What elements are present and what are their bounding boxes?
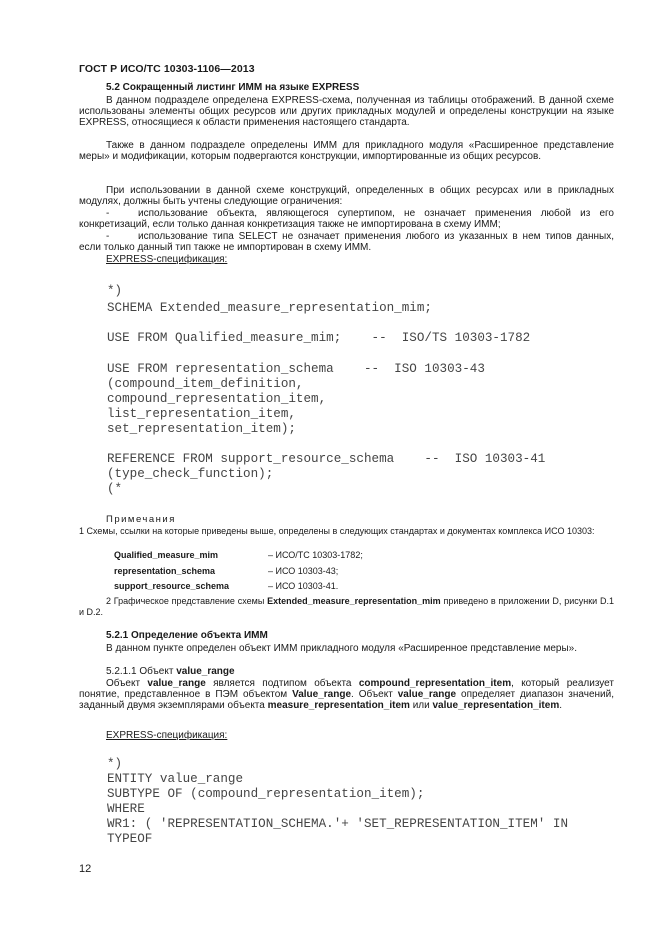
page-number: 12 — [79, 863, 92, 875]
code-line: (type_check_function); — [107, 467, 274, 481]
code-line: REFERENCE FROM support_resource_schema -- ISO 10303-41 — [107, 452, 546, 466]
subsection-title-5-2-1-1: 5.2.1.1 Объект value_range — [106, 666, 235, 677]
bullet-item-supertype: использование объекта, являющегося супертипом, не означает применения любой из его конкретизаций, если только данная конкретизация также не импортирована в схему ИММ; — [79, 208, 614, 231]
ref-schema-name: representation_schema — [114, 566, 216, 576]
code-line: (compound_item_definition, — [107, 377, 304, 391]
code-line: set_representation_item); — [107, 422, 296, 436]
paragraph-mim: Также в данном подразделе определены ИММ для прикладного модуля «Расширенное представление меры» и модификации, которым подвергаются конструкции, импортированные из общих ресурсов. — [79, 140, 614, 163]
code-line: USE FROM Qualified_measure_mim; -- ISO/TS 10303-1782 — [107, 331, 531, 345]
ref-schema-name: support_resource_schema — [114, 581, 230, 591]
code-line: TYPEOF — [107, 832, 153, 846]
section-title-5-2-1: 5.2.1 Определение объекта ИММ — [106, 630, 268, 641]
standard-header: ГОСТ Р ИСО/ТС 10303-1106—2013 — [79, 63, 255, 75]
bullet-mark-1: - — [106, 208, 110, 219]
code-line: *) — [107, 284, 123, 298]
express-spec-label-2: EXPRESS-спецификация: — [106, 730, 228, 741]
paragraph-value-range: Объект value_range является подтипом объекта compound_representation_item, который реализует понятие, представленное в ПЭМ объектом Value_range. Объект value_range определяет диапазон значений, заданный двумя экземплярами объекта measure_representation_item или value_representation_item. — [79, 678, 614, 712]
section-title-5-2: 5.2 Сокращенный листинг ИММ на языке EXPRESS — [106, 82, 360, 93]
code-line: USE FROM representation_schema -- ISO 10303-43 — [107, 362, 485, 376]
ref-standard: – ИСО/ТС 10303-1782; — [268, 550, 363, 560]
express-spec-label-1: EXPRESS-спецификация: — [106, 254, 228, 265]
bullet-item-select: использование типа SELECT не означает применения любого из указанных в нем типов данных, если только данный тип также не импортирован в схему ИММ. — [79, 231, 614, 254]
note-1: 1 Схемы, ссылки на которые приведены выше, определены в следующих стандартах и документах комплекса ИСО 10303: — [79, 526, 595, 536]
code-line: ENTITY value_range — [107, 772, 244, 786]
code-line: *) — [107, 757, 123, 771]
ref-standard: – ИСО 10303-41. — [268, 581, 339, 591]
code-line: (* — [107, 482, 123, 496]
note-2: 2 Графическое представление схемы Extended_measure_representation_mim приведено в приложении D, рисунки D.1 и D.2. — [79, 596, 614, 617]
bullet-mark-2: - — [106, 231, 110, 242]
code-line: compound_representation_item, — [107, 392, 327, 406]
paragraph-intro: В данном подразделе определена EXPRESS-схема, полученная из таблицы отображений. В данной схеме использованы элементы общих ресурсов или других прикладных модулей и определены конструкции на языке EXPRESS, относящиеся к области применения настоящего стандарта. — [79, 95, 614, 129]
paragraph-entity-definition: В данном пункте определен объект ИММ прикладного модуля «Расширенное представление меры». — [106, 643, 577, 654]
ref-schema-name: Qualified_measure_mim — [114, 550, 219, 560]
paragraph-constraints: При использовании в данной схеме конструкций, определенных в общих ресурсах или в прикладных модулях, должны быть учтены следующие ограничения: — [79, 185, 614, 208]
code-line: SUBTYPE OF (compound_representation_item); — [107, 787, 425, 801]
code-line: WHERE — [107, 802, 145, 816]
code-line: list_representation_item, — [107, 407, 296, 421]
code-line: SCHEMA Extended_measure_representation_mim; — [107, 301, 432, 315]
ref-standard: – ИСО 10303-43; — [268, 566, 339, 576]
code-line: WR1: ( 'REPRESENTATION_SCHEMA.'+ 'SET_REPRESENTATION_ITEM' IN — [107, 817, 569, 831]
notes-heading: Примечания — [106, 514, 176, 525]
